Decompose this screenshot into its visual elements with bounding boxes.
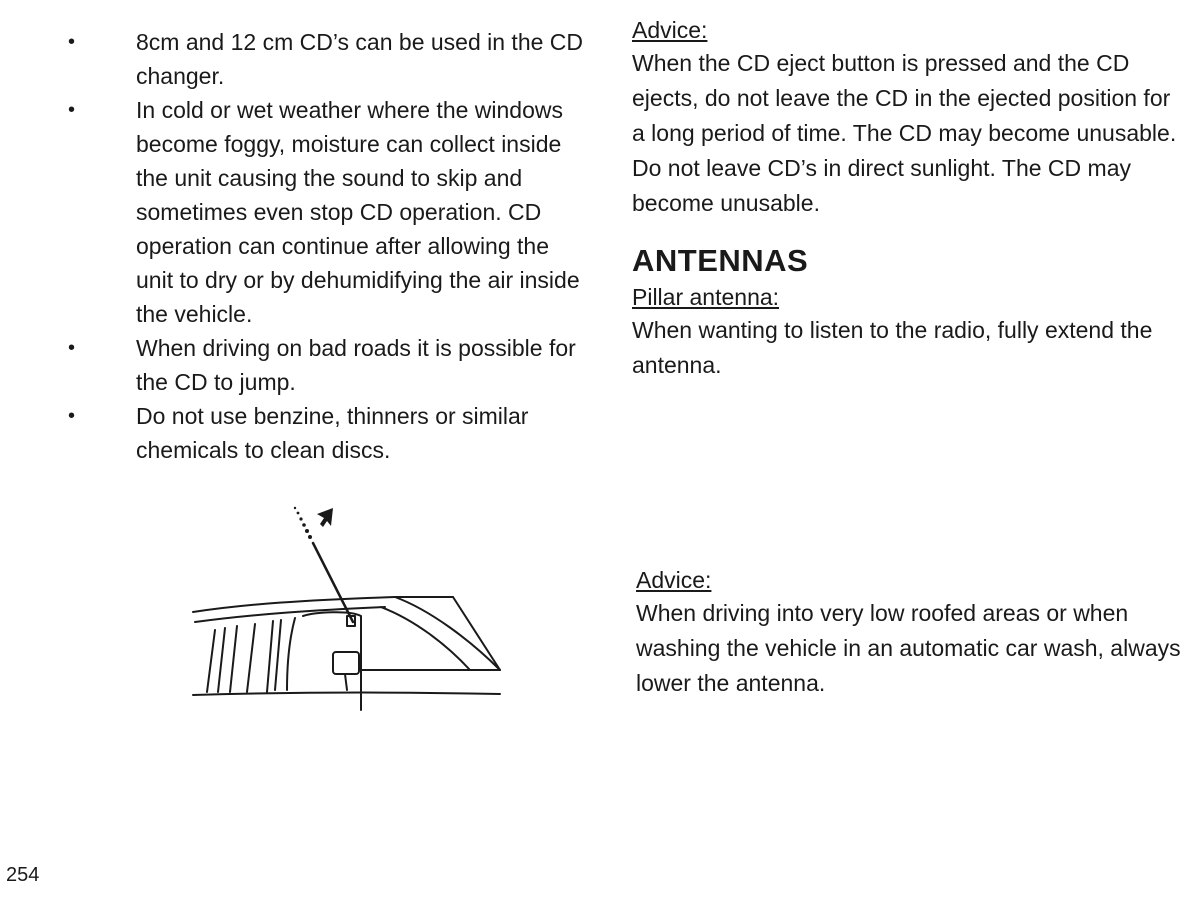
list-item <box>60 93 590 331</box>
pillar-antenna-text: When wanting to listen to the radio, fully extend the antenna. <box>632 317 1153 378</box>
bullet-icon: • <box>68 337 76 359</box>
advice-paragraph-sunlight: Do not leave CD’s in direct sunlight. The CD may become unusable. <box>632 155 1131 216</box>
advice-antenna-box <box>636 564 1186 701</box>
bullet-icon: • <box>68 405 76 427</box>
list-item <box>60 399 590 467</box>
bullet-icon: • <box>68 31 76 53</box>
advice-label-2: Advice: <box>636 567 712 593</box>
pillar-antenna-illustration <box>185 500 510 715</box>
car-antenna-icon <box>185 500 510 715</box>
list-item-text: In cold or wet weather where the windows become foggy, moisture can collect inside the unit causing the sound to skip and sometimes even stop CD operation. CD operation can continue after allowing the unit to dry or by dehumidifying the air inside the vehicle. <box>136 97 580 327</box>
list-item-text: When driving on bad roads it is possible for the CD to jump. <box>136 335 576 395</box>
cd-notes-list <box>60 25 590 467</box>
advice-paragraph-eject: When the CD eject button is pressed and the CD ejects, do not leave the CD in the ejected position for a long period of time. The CD may become unusable. <box>632 50 1177 146</box>
advice-antenna-text: When driving into very low roofed areas or when washing the vehicle in an automatic car wash, always lower the antenna. <box>636 600 1181 696</box>
list-item <box>60 25 590 93</box>
advice-label: Advice: <box>632 17 708 43</box>
section-heading-antennas: ANTENNAS <box>632 243 809 278</box>
page-number: 254 <box>6 864 40 886</box>
list-item-text: 8cm and 12 cm CD’s can be used in the CD changer. <box>136 29 584 89</box>
pillar-antenna-label: Pillar antenna: <box>632 284 780 310</box>
right-column <box>632 14 1187 383</box>
list-item-text: Do not use benzine, thinners or similar chemicals to clean discs. <box>136 403 529 463</box>
list-item <box>60 331 590 399</box>
bullet-icon: • <box>68 99 76 121</box>
